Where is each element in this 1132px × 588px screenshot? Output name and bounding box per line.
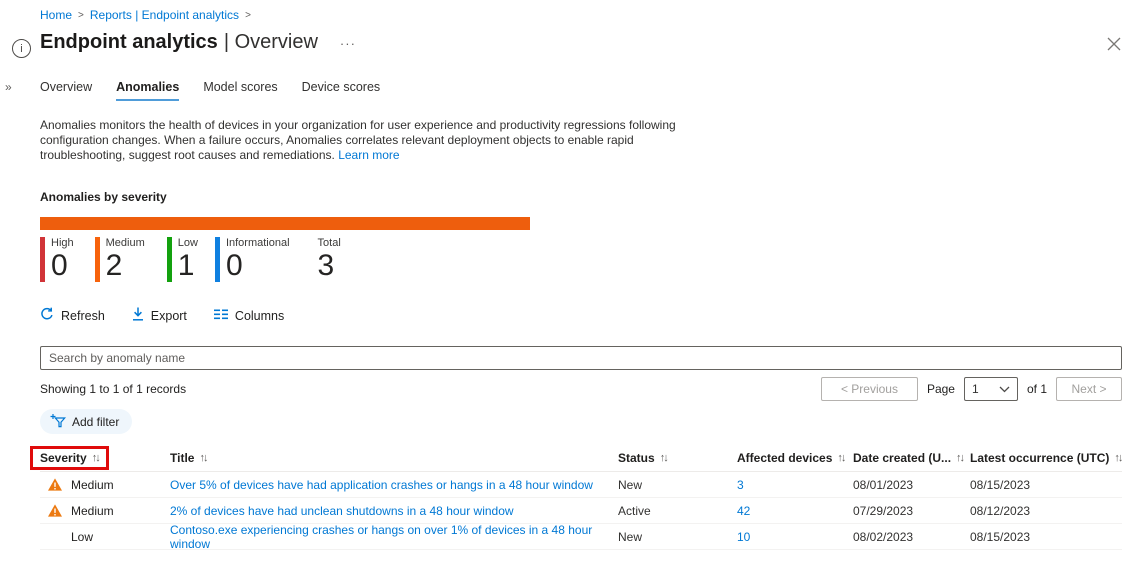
chevron-down-icon (999, 382, 1010, 396)
pagination (821, 377, 1122, 401)
column-label: Status (618, 450, 655, 465)
breadcrumb-reports-link[interactable]: Reports | Endpoint analytics (89, 8, 240, 22)
close-icon[interactable] (1106, 36, 1122, 52)
page-number-value: 1 (971, 382, 979, 396)
tile-value: 0 (225, 249, 243, 282)
anomaly-title-link[interactable]: 2% of devices have had unclean shutdowns in a 48 hour window (170, 503, 514, 518)
results-meta-row (40, 377, 1122, 401)
latest-occurrence-value: 08/12/2023 (970, 503, 1031, 518)
column-header-latest-occurrence[interactable] (970, 451, 1122, 465)
severity-header-highlight-box (30, 446, 109, 470)
tab-overview[interactable]: Overview (40, 80, 93, 94)
previous-page-button[interactable]: < Previous (821, 377, 918, 401)
status-value: New (618, 477, 643, 492)
export-label: Export (150, 308, 187, 323)
table-header-row (40, 444, 1122, 472)
table-row[interactable] (40, 498, 1122, 524)
page-title: Endpoint analytics (40, 31, 218, 53)
status-value: Active (618, 503, 651, 518)
column-label: Latest occurrence (UTC) (970, 450, 1110, 465)
severity-tile-low (167, 237, 198, 282)
affected-devices-link[interactable]: 3 (737, 477, 744, 492)
severity-value: Medium (71, 477, 114, 492)
tile-value: 0 (51, 249, 68, 282)
warning-icon-placeholder (48, 530, 62, 543)
showing-records-text: Showing 1 to 1 of 1 records (40, 382, 187, 396)
severity-cell (40, 504, 170, 518)
tile-label: Low (177, 237, 198, 249)
tile-label: Medium (105, 237, 145, 249)
anomalies-description (40, 118, 698, 163)
column-label: Date created (U... (853, 450, 952, 465)
severity-tiles (40, 237, 1122, 282)
tab-bar (40, 80, 1122, 101)
tile-label: High (51, 237, 74, 249)
columns-label: Columns (234, 308, 285, 323)
column-header-severity[interactable] (40, 446, 170, 470)
column-header-status[interactable] (618, 451, 737, 465)
table-toolbar (40, 307, 1122, 324)
columns-button[interactable] (214, 309, 284, 323)
anomaly-title-link[interactable]: Over 5% of devices have had application crashes or hangs in a 48 hour window (170, 477, 593, 492)
breadcrumb-separator: > (78, 9, 84, 21)
column-label: Severity (40, 450, 87, 465)
severity-value: Low (71, 529, 94, 544)
columns-icon (214, 309, 228, 323)
tile-value: 2 (105, 249, 123, 282)
column-header-date-created[interactable] (853, 451, 970, 465)
tab-device-scores[interactable]: Device scores (301, 80, 381, 94)
status-value: New (618, 529, 643, 544)
sort-icon: ↑↓ (1114, 451, 1122, 464)
export-icon (132, 307, 144, 324)
latest-occurrence-value: 08/15/2023 (970, 477, 1031, 492)
severity-tile-high (40, 237, 74, 282)
anomalies-table (40, 444, 1122, 550)
tile-label: Informational (225, 237, 290, 249)
sort-icon: ↑↓ (837, 451, 845, 464)
add-filter-icon (50, 413, 66, 431)
severity-summary-heading: Anomalies by severity (40, 190, 167, 204)
breadcrumb-separator: > (245, 9, 251, 21)
description-text: Anomalies monitors the health of devices in your organization for user experience and productivity regressions following configuration changes. When a failure occurs, Anomalies correlates relevant deployment objects to enable rapid troubleshooting, suggest root causes and remediations. (40, 118, 676, 162)
affected-devices-link[interactable]: 10 (737, 529, 751, 544)
column-label: Affected devices (737, 450, 833, 465)
page-label: Page (926, 382, 955, 396)
severity-tile-medium (95, 237, 145, 282)
tile-value: 1 (177, 249, 195, 282)
date-created-value: 08/02/2023 (853, 529, 914, 544)
next-page-button[interactable]: Next > (1056, 377, 1122, 401)
learn-more-link[interactable]: Learn more (338, 148, 400, 162)
add-filter-button[interactable] (40, 409, 132, 434)
info-icon: i (12, 39, 31, 58)
affected-devices-link[interactable]: 42 (737, 503, 751, 518)
severity-tile-total (318, 237, 341, 282)
more-actions-icon[interactable]: ··· (339, 36, 356, 51)
severity-cell (40, 478, 170, 492)
page-subtitle: | Overview (223, 31, 318, 53)
tile-value: 3 (317, 249, 335, 282)
warning-icon (48, 504, 62, 517)
search-input[interactable] (40, 346, 1122, 370)
sort-icon: ↑↓ (956, 451, 964, 464)
sort-icon: ↑↓ (659, 451, 667, 464)
column-header-title[interactable] (170, 451, 618, 465)
latest-occurrence-value: 08/15/2023 (970, 529, 1031, 544)
page-number-dropdown[interactable] (964, 377, 1018, 401)
sidebar-collapse-icon[interactable]: » (5, 80, 12, 94)
breadcrumb-home-link[interactable]: Home (40, 8, 73, 22)
sort-icon: ↑↓ (199, 451, 207, 464)
refresh-label: Refresh (61, 308, 105, 323)
column-label: Title (170, 450, 195, 465)
tile-label: Total (317, 237, 341, 249)
export-button[interactable] (132, 307, 187, 324)
anomaly-title-link[interactable]: Contoso.exe experiencing crashes or hangs on over 1% of devices in a 48 hour window (170, 522, 593, 551)
severity-value: Medium (71, 503, 114, 518)
page-of-text: of 1 (1026, 382, 1047, 396)
table-row[interactable] (40, 524, 1122, 550)
table-row[interactable] (40, 472, 1122, 498)
severity-bar (40, 217, 530, 230)
breadcrumb (40, 0, 1122, 22)
refresh-button[interactable] (40, 307, 105, 324)
severity-cell (40, 530, 170, 544)
warning-icon (48, 478, 62, 491)
date-created-value: 07/29/2023 (853, 503, 914, 518)
sort-icon: ↑↓ (91, 451, 99, 464)
column-header-affected-devices[interactable] (737, 451, 853, 465)
tab-anomalies[interactable]: Anomalies (116, 80, 179, 101)
date-created-value: 08/01/2023 (853, 477, 914, 492)
severity-tile-informational (215, 237, 290, 282)
add-filter-label: Add filter (72, 414, 120, 429)
page-header (40, 31, 1122, 54)
tab-model-scores[interactable]: Model scores (203, 80, 278, 94)
refresh-icon (40, 307, 54, 324)
